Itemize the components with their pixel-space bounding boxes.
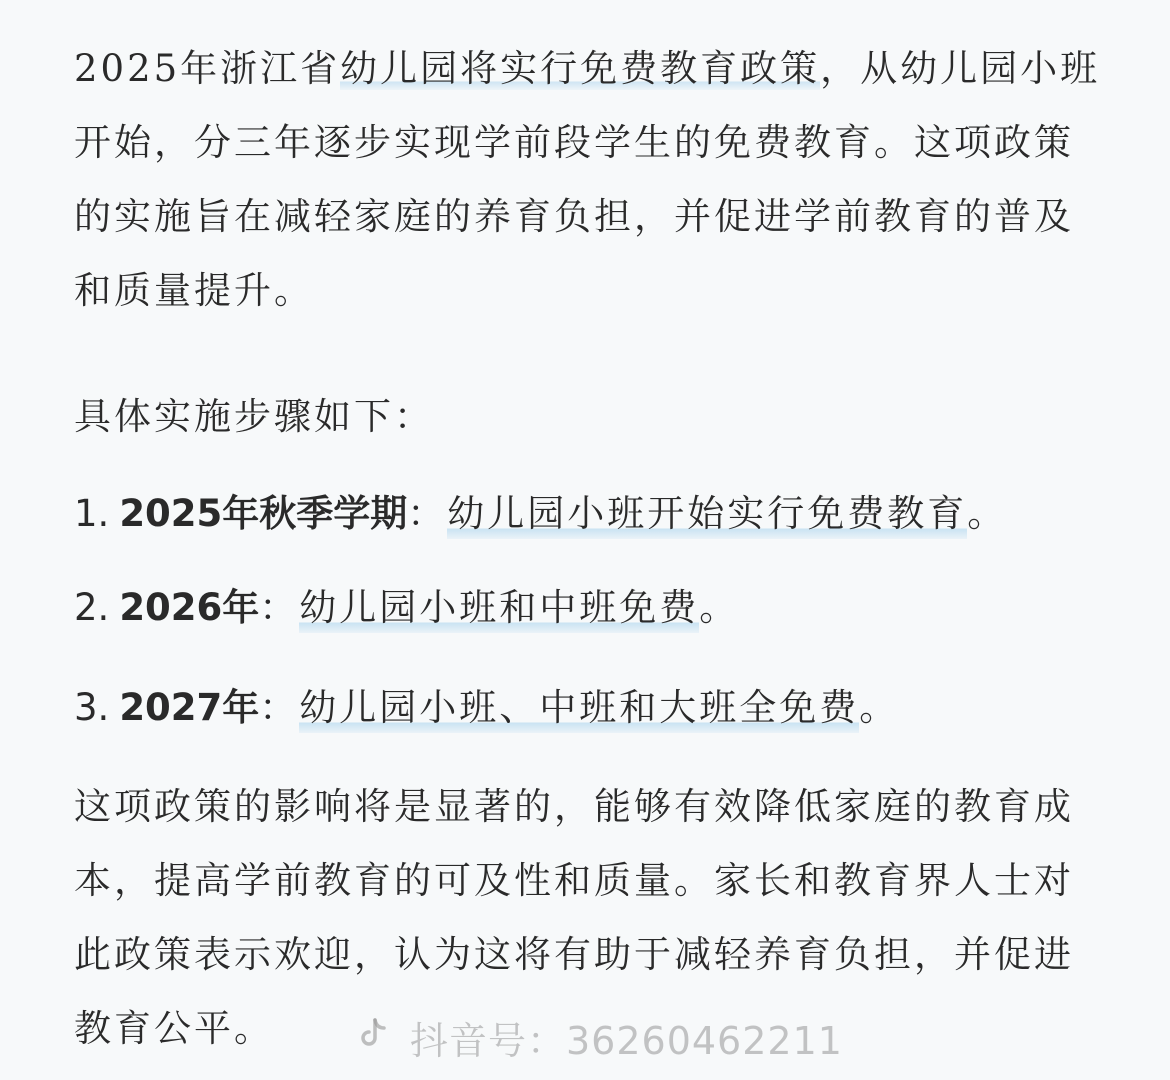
step-separator: ： bbox=[259, 586, 300, 629]
step-item bbox=[74, 484, 1007, 544]
step-number: 3. bbox=[74, 686, 110, 729]
impact-paragraph: 这项政策的影响将是显著的，能够有效降低家庭的教育成本，提高学前教育的可及性和质量。家长和教育界人士对此政策表示欢迎，认为这将有助于减轻养育负担，并促进教育公平。 bbox=[74, 785, 1074, 1050]
step-description: 幼儿园小班和中班免费 bbox=[299, 586, 699, 633]
intro-text-rest: ，从幼儿园小班开始，分三年逐步实现学前段学生的免费教育。这项政策的实施旨在减轻家庭的养育负担，并促进学前教育的普及和质量提升。 bbox=[74, 47, 1101, 312]
step-term: 2025年秋季学期 bbox=[119, 492, 408, 535]
douyin-logo-icon bbox=[355, 1016, 391, 1052]
step-item bbox=[74, 678, 899, 738]
step-item bbox=[74, 578, 739, 638]
step-separator: ： bbox=[259, 686, 300, 729]
intro-highlight: 幼儿园将实行免费教育政策 bbox=[340, 47, 821, 90]
step-description: 幼儿园小班、中班和大班全免费 bbox=[299, 686, 859, 733]
intro-text-start: 2025年浙江省 bbox=[74, 47, 341, 90]
step-separator: ： bbox=[407, 492, 448, 535]
intro-paragraph bbox=[74, 32, 1104, 328]
step-end: 。 bbox=[859, 686, 900, 729]
step-description: 幼儿园小班开始实行免费教育 bbox=[447, 492, 967, 539]
step-end: 。 bbox=[699, 586, 740, 629]
step-end: 。 bbox=[967, 492, 1008, 535]
step-term: 2026年 bbox=[119, 586, 260, 629]
step-number: 2. bbox=[74, 586, 110, 629]
steps-heading: 具体实施步骤如下： bbox=[74, 395, 434, 438]
step-number: 1. bbox=[74, 492, 110, 535]
step-term: 2027年 bbox=[119, 686, 260, 729]
watermark-text: 抖音号：36260462211 bbox=[410, 1019, 843, 1063]
